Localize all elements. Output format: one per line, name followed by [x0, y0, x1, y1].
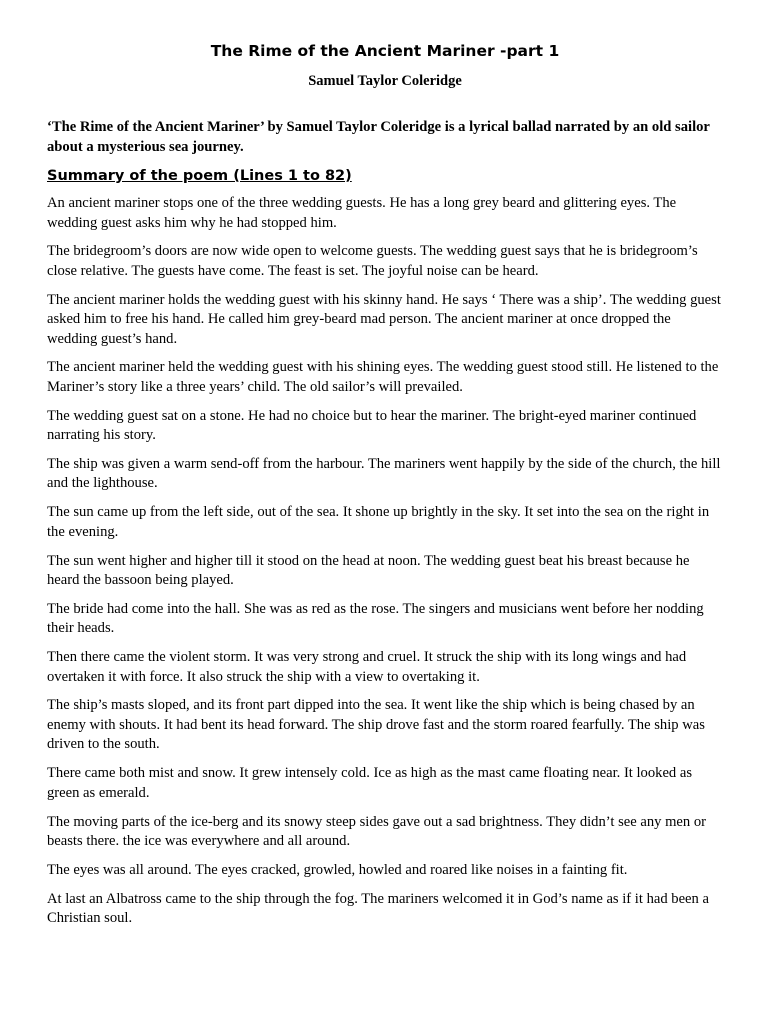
summary-paragraph: At last an Albatross came to the ship through the fog. The mariners welcomed it in God’s name as if it had been a Christian soul.	[47, 890, 709, 927]
summary-paragraph: The bride had come into the hall. She was as red as the rose. The singers and musicians went before her nodding their heads.	[47, 600, 704, 637]
summary-paragraph: The ship was given a warm send-off from the harbour. The mariners went happily by the side of the church, the hill and the lighthouse.	[47, 455, 721, 492]
author-name: Samuel Taylor Coleridge	[308, 73, 462, 89]
summary-paragraph: The wedding guest sat on a stone. He had no choice but to hear the mariner. The bright-eyed mariner continued narrating his story.	[47, 407, 697, 444]
summary-paragraph: The ancient mariner holds the wedding guest with his skinny hand. He says ‘ There was a ship’. The wedding guest asked him to free his hand. He called him grey-beard mad person. The ancient mariner at once dropped the wedding guest’s hand.	[47, 291, 721, 347]
document-page	[47, 40, 723, 929]
summary-paragraph: The bridegroom’s doors are now wide open to welcome guests. The wedding guest says that he is bridegroom’s close relative. The guests have come. The feast is set. The joyful noise can be heard.	[47, 243, 698, 279]
summary-paragraph: There came both mist and snow. It grew intensely cold. Ice as high as the mast came floating near. It looked as green as emerald.	[47, 765, 693, 801]
summary-paragraph: The sun came up from the left side, out of the sea. It shone up brightly in the sky. It set into the sea on the right in the evening.	[47, 504, 710, 540]
summary-paragraph: The ship’s masts sloped, and its front part dipped into the sea. It went like the ship which is being chased by an enemy with shouts. It had bent its head forward. The ship drove fast and the storm roared fearfully. The ship was driven to the south.	[47, 697, 705, 753]
page-title: The Rime of the Ancient Mariner -part 1	[210, 42, 560, 60]
summary-paragraph: The eyes was all around. The eyes cracked, growled, howled and roared like noises in a fainting fit.	[47, 861, 628, 878]
intro-paragraph: ‘The Rime of the Ancient Mariner’ by Samuel Taylor Coleridge is a lyrical ballad narrated by an old sailor about a mysterious sea journey.	[47, 119, 710, 155]
summary-paragraph: The moving parts of the ice-berg and its snowy steep sides gave out a sad brightness. They didn’t see any men or beasts there. the ice was everywhere and all around.	[47, 813, 707, 850]
section-heading: Summary of the poem (Lines 1 to 82)	[47, 168, 352, 184]
summary-body	[47, 194, 723, 929]
summary-paragraph: An ancient mariner stops one of the three wedding guests. He has a long grey beard and glittering eyes. The wedding guest asks him why he had stopped him.	[47, 195, 677, 231]
summary-paragraph: Then there came the violent storm. It was very strong and cruel. It struck the ship with its long wings and had overtaken it with force. It also struck the ship with a view to overtaking it.	[47, 649, 687, 685]
summary-paragraph: The ancient mariner held the wedding guest with his shining eyes. The wedding guest stood still. He listened to the Mariner’s story like a three years’ child. The old sailor’s will prevailed.	[47, 359, 719, 395]
summary-paragraph: The sun went higher and higher till it stood on the head at noon. The wedding guest beat his breast because he heard the bassoon being played.	[47, 552, 690, 589]
